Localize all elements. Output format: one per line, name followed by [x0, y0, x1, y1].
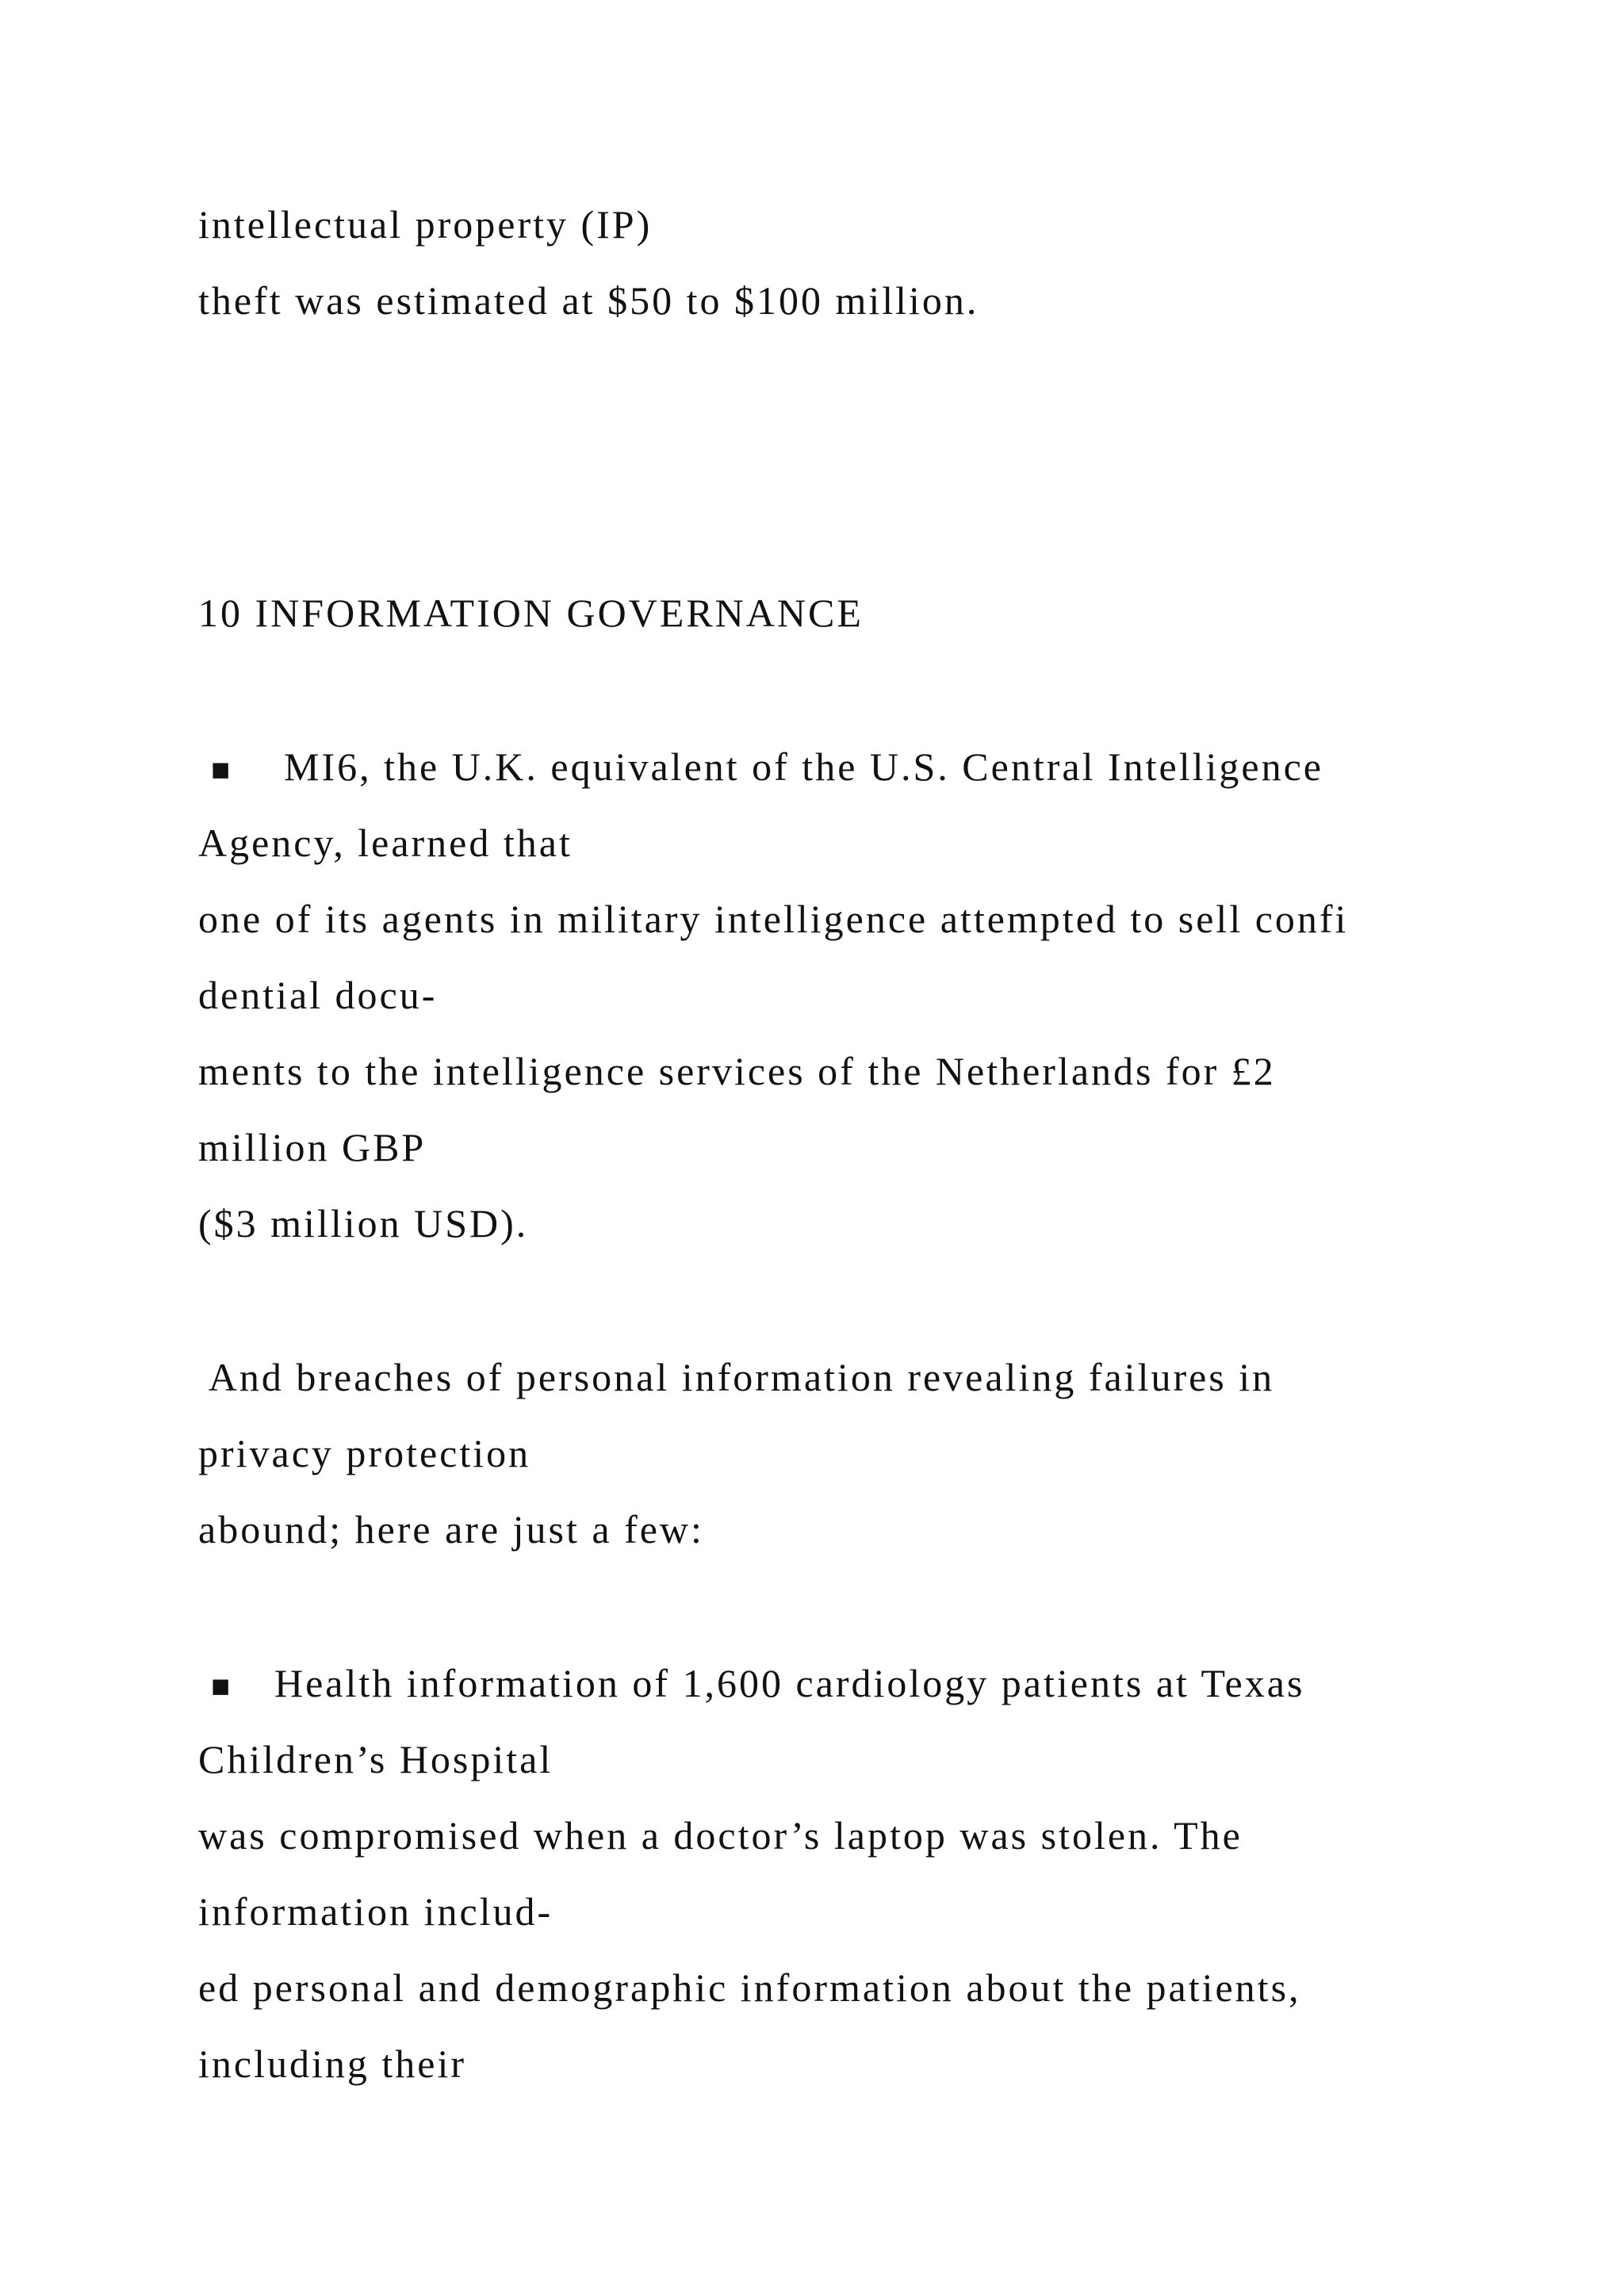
text-line: theft was estimated at $50 to $100 million. [198, 278, 979, 323]
text-line: MI6, the U.K. equivalent of the U.S. Central Intelligence [284, 744, 1323, 789]
text-line: privacy protection [198, 1431, 531, 1475]
text-line: including their [198, 2042, 466, 2086]
bullet-icon: ■ [211, 1668, 233, 1704]
text-line: abound; here are just a few: [198, 1507, 704, 1552]
text-line: information includ- [198, 1889, 553, 1934]
text-line: million GBP [198, 1125, 427, 1169]
bullet-icon: ■ [211, 752, 233, 787]
text-line: ed personal and demographic information about the patients, [198, 1965, 1301, 2010]
text-line: intellectual property (IP) [198, 202, 653, 247]
text-line: ments to the intelligence services of the Netherlands for £2 [198, 1049, 1276, 1093]
bullet-item-health [198, 1663, 1304, 1703]
text-line: dential docu- [198, 973, 438, 1017]
text-line: one of its agents in military intelligence attempted to sell confi [198, 897, 1349, 941]
text-line: And breaches of personal information revealing failures in [198, 1355, 1275, 1399]
text-line: Children’s Hospital [198, 1737, 553, 1781]
text-line: ($3 million USD). [198, 1201, 529, 1246]
bullet-item-mi6 [198, 744, 1323, 789]
text-line: was compromised when a doctor’s laptop was stolen. The [198, 1813, 1243, 1858]
text-line: Health information of 1,600 cardiology patients at Texas [274, 1661, 1305, 1705]
running-head: 10 INFORMATION GOVERNANCE [198, 591, 864, 635]
text-line: Agency, learned that [198, 821, 573, 865]
